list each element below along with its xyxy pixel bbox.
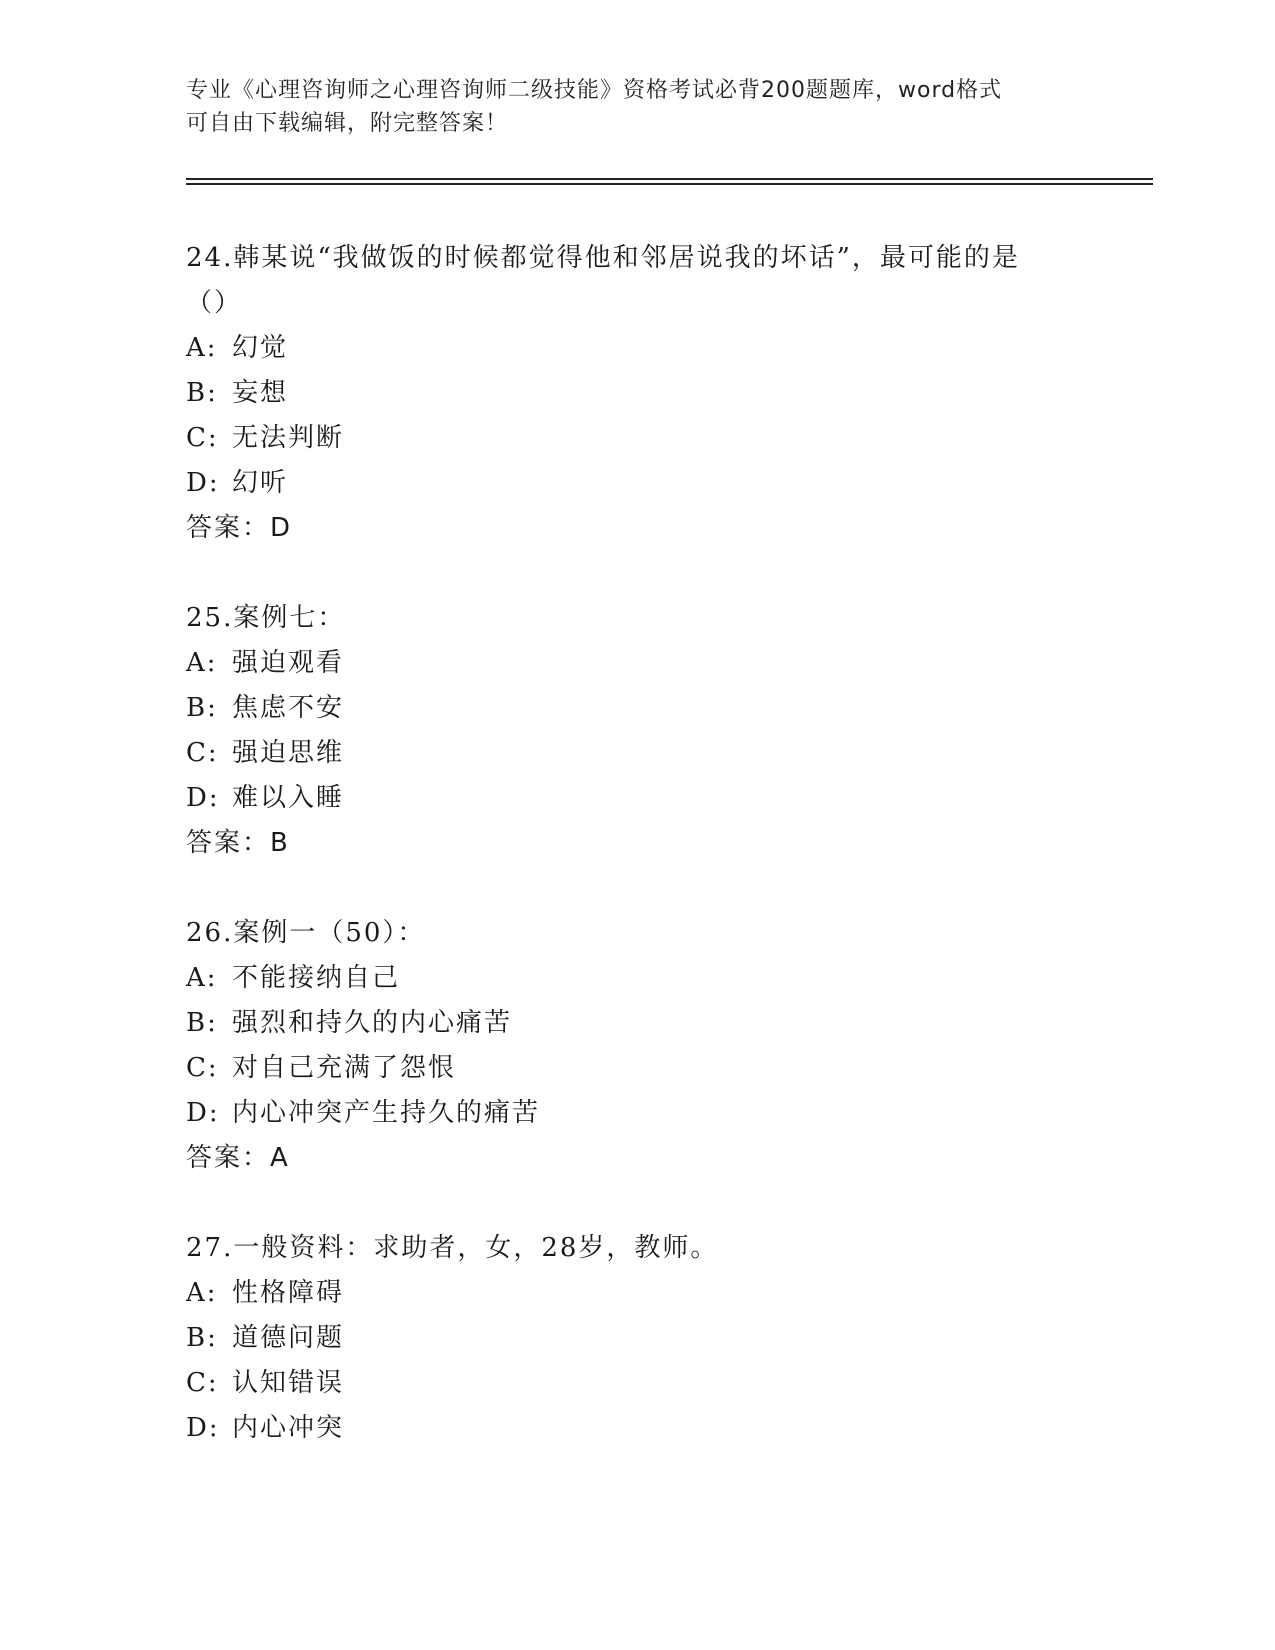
question-25 xyxy=(186,596,1146,866)
document-header xyxy=(186,74,1086,140)
header-line-2: 可自由下载编辑，附完整答案！ xyxy=(186,111,509,136)
answer-line xyxy=(186,506,1146,551)
option-key: D: xyxy=(186,468,220,498)
option-key: C: xyxy=(186,1053,219,1083)
option-text: 道德问题 xyxy=(232,1323,345,1353)
option-key: D: xyxy=(186,783,220,813)
option-key: A: xyxy=(186,963,218,993)
answer-value: D xyxy=(270,513,293,543)
option-b xyxy=(186,371,1146,416)
answer-value: B xyxy=(270,828,290,858)
option-key: A: xyxy=(186,1278,218,1308)
option-d xyxy=(186,1406,1146,1451)
question-27 xyxy=(186,1226,1146,1451)
question-stem-line: 27.一般资料：求助者，女，28岁，教师。 xyxy=(186,1233,719,1263)
question-stem-line: 26.案例一（50）： xyxy=(186,918,426,948)
answer-line xyxy=(186,821,1146,866)
answer-label: 答案： xyxy=(186,828,271,858)
option-text: 对自己充满了怨恨 xyxy=(232,1053,457,1083)
option-key: C: xyxy=(186,423,219,453)
option-a xyxy=(186,956,1146,1001)
answer-value: A xyxy=(270,1143,290,1173)
option-d xyxy=(186,776,1146,821)
answer-line xyxy=(186,1136,1146,1181)
option-key: C: xyxy=(186,1368,219,1398)
option-key: D: xyxy=(186,1413,220,1443)
question-stem-line: 24.韩某说“我做饭的时候都觉得他和邻居说我的坏话”，最可能的是 xyxy=(186,243,1020,273)
option-a xyxy=(186,1271,1146,1316)
option-text: 不能接纳自己 xyxy=(232,963,401,993)
option-a xyxy=(186,641,1146,686)
option-text: 妄想 xyxy=(232,378,289,408)
option-key: B: xyxy=(186,1008,218,1038)
header-divider-top xyxy=(186,178,1153,180)
header-divider-bottom xyxy=(186,183,1153,185)
answer-label: 答案： xyxy=(186,513,271,543)
option-c xyxy=(186,416,1146,461)
question-stem xyxy=(186,911,1146,956)
option-b xyxy=(186,1001,1146,1046)
option-text: 强迫观看 xyxy=(232,648,345,678)
option-key: C: xyxy=(186,738,219,768)
option-b xyxy=(186,1316,1146,1361)
option-key: A: xyxy=(186,333,218,363)
option-text: 焦虑不安 xyxy=(232,693,345,723)
option-text: 无法判断 xyxy=(232,423,345,453)
option-b xyxy=(186,686,1146,731)
option-c xyxy=(186,1361,1146,1406)
header-line-1: 专业《心理咨询师之心理咨询师二级技能》资格考试必背200题题库，word格式 xyxy=(186,78,1003,103)
option-text: 内心冲突 xyxy=(232,1413,345,1443)
option-a xyxy=(186,326,1146,371)
answer-label: 答案： xyxy=(186,1143,271,1173)
option-c xyxy=(186,731,1146,776)
question-stem xyxy=(186,236,1146,326)
option-d xyxy=(186,461,1146,506)
question-stem xyxy=(186,1226,1146,1271)
option-d xyxy=(186,1091,1146,1136)
question-list xyxy=(186,236,1146,1496)
option-text: 强迫思维 xyxy=(232,738,345,768)
option-c xyxy=(186,1046,1146,1091)
question-stem-line: （） xyxy=(186,288,243,318)
question-stem-line: 25.案例七： xyxy=(186,603,346,633)
option-text: 幻觉 xyxy=(232,333,289,363)
option-key: B: xyxy=(186,378,218,408)
option-text: 性格障碍 xyxy=(232,1278,345,1308)
option-key: B: xyxy=(186,1323,218,1353)
option-key: A: xyxy=(186,648,218,678)
question-stem xyxy=(186,596,1146,641)
option-text: 内心冲突产生持久的痛苦 xyxy=(232,1098,541,1128)
option-text: 认知错误 xyxy=(232,1368,345,1398)
option-key: B: xyxy=(186,693,218,723)
question-24 xyxy=(186,236,1146,551)
option-text: 强烈和持久的内心痛苦 xyxy=(232,1008,513,1038)
option-text: 幻听 xyxy=(232,468,289,498)
question-26 xyxy=(186,911,1146,1181)
option-text: 难以入睡 xyxy=(232,783,345,813)
option-key: D: xyxy=(186,1098,220,1128)
